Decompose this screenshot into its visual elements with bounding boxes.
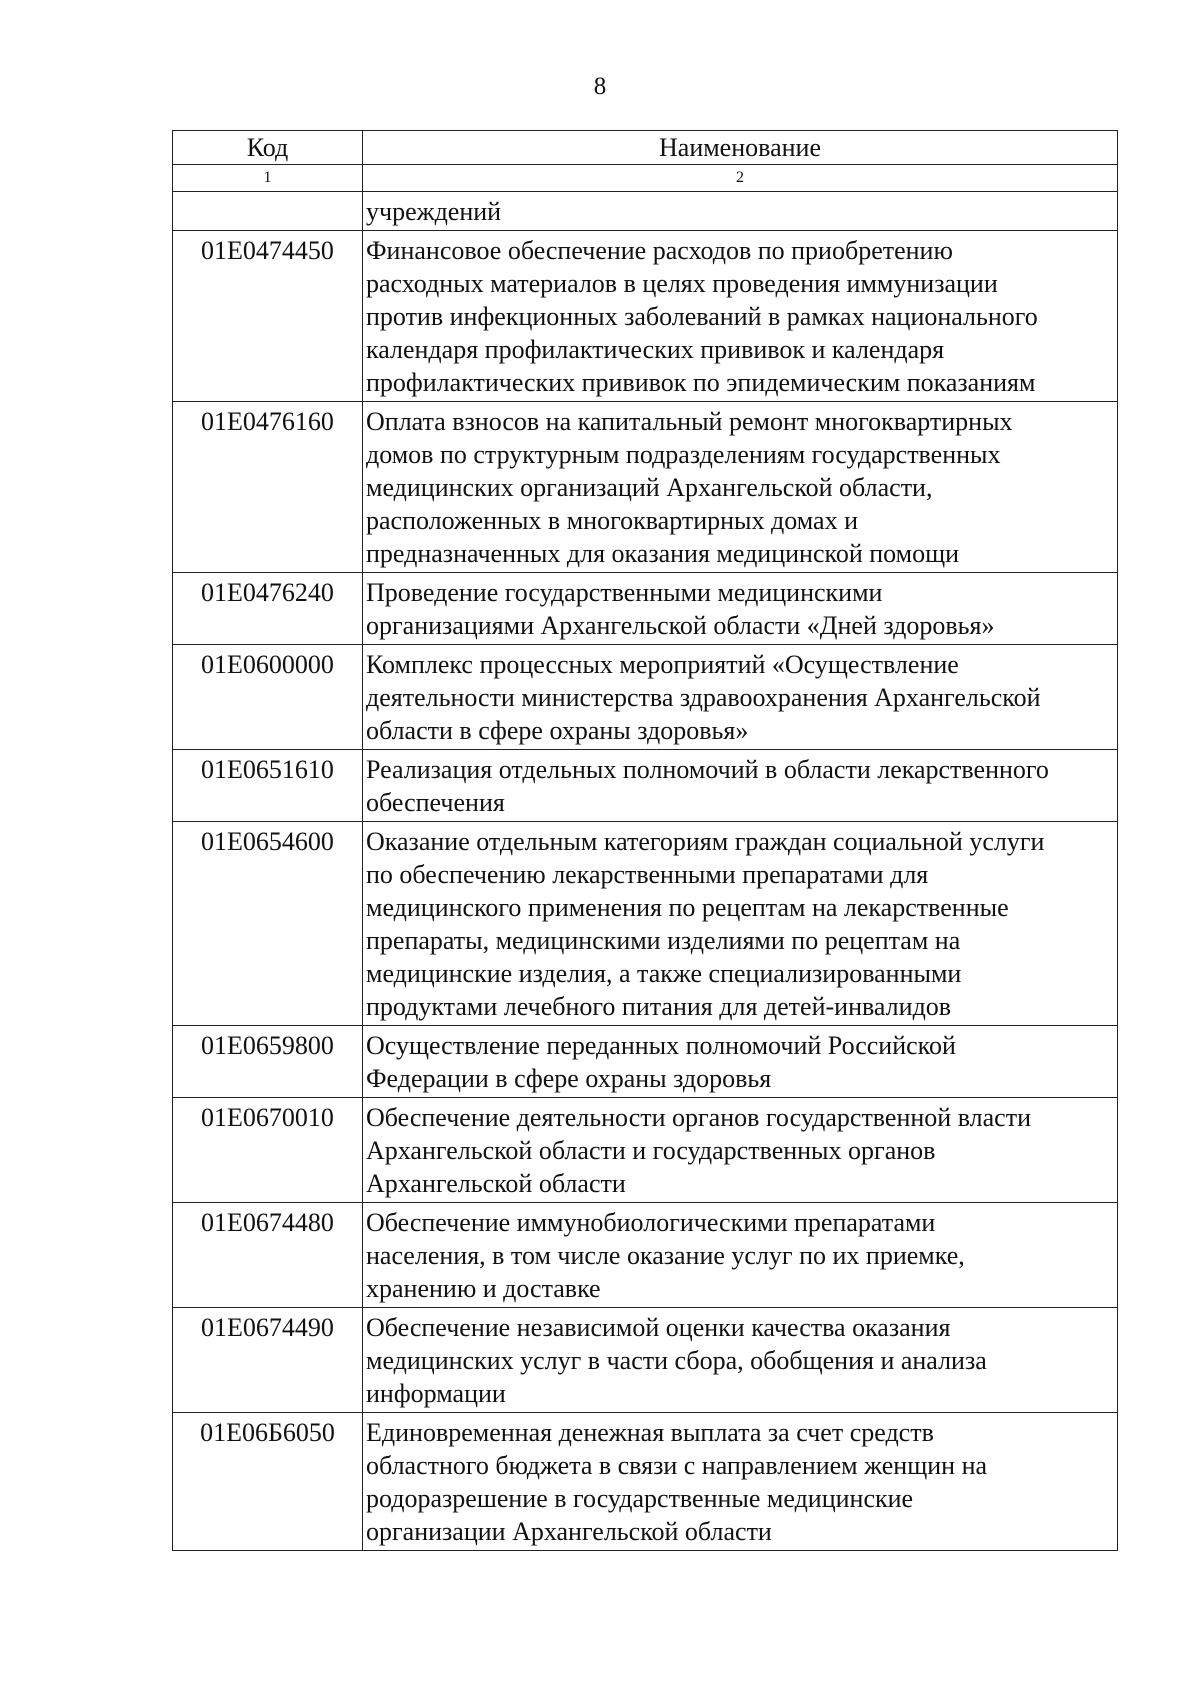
row-name: Проведение государственными медицинскими организациями Архангельской области «Дней здоровья» — [363, 573, 1118, 645]
table-row — [173, 402, 1118, 573]
row-code: 01Е0674490 — [173, 1308, 363, 1413]
column-number-row — [173, 165, 1118, 192]
table-row — [173, 1098, 1118, 1203]
row-code: 01Е0654600 — [173, 822, 363, 1026]
table-row — [173, 192, 1118, 231]
row-name: Оказание отдельным категориям граждан социальной услуги по обеспечению лекарственными препаратами для медицинского применения по рецептам на лекарственные препараты, медицинскими изделиями по рецептам на медицинские изделия, а также специализированными продуктами лечебного питания для детей-инвалидов — [363, 822, 1118, 1026]
row-name: Оплата взносов на капитальный ремонт многоквартирных домов по структурным подразделениям государственных медицинских организаций Архангельской области, расположенных в многоквартирных домах и предназначенных для оказания медицинской помощи — [363, 402, 1118, 573]
table-row — [173, 822, 1118, 1026]
page-number: 8 — [593, 73, 607, 100]
table-row — [173, 1413, 1118, 1551]
table-row — [173, 750, 1118, 822]
row-code: 01Е0600000 — [173, 645, 363, 750]
column-number-1: 1 — [173, 165, 363, 192]
row-name: Единовременная денежная выплата за счет средств областного бюджета в связи с направлением женщин на родоразрешение в государственные медицинские организации Архангельской области — [363, 1413, 1118, 1551]
table-body — [173, 165, 1118, 1551]
row-name: Обеспечение независимой оценки качества оказания медицинских услуг в части сбора, обобщения и анализа информации — [363, 1308, 1118, 1413]
row-name: Обеспечение деятельности органов государственной власти Архангельской области и государственных органов Архангельской области — [363, 1098, 1118, 1203]
table-row — [173, 1308, 1118, 1413]
row-code: 01Е0670010 — [173, 1098, 363, 1203]
row-name: Комплекс процессных мероприятий «Осуществление деятельности министерства здравоохранения Архангельской области в сфере охраны здоровья» — [363, 645, 1118, 750]
column-number-2: 2 — [363, 165, 1118, 192]
row-code: 01Е0476160 — [173, 402, 363, 573]
table-row — [173, 645, 1118, 750]
table-row — [173, 1026, 1118, 1098]
row-code: 01Е0474450 — [173, 231, 363, 402]
table-row — [173, 573, 1118, 645]
header-name: Наименование — [363, 131, 1118, 165]
row-code: 01Е06Б6050 — [173, 1413, 363, 1551]
table-row — [173, 1203, 1118, 1308]
row-code: 01Е0659800 — [173, 1026, 363, 1098]
row-code: 01Е0674480 — [173, 1203, 363, 1308]
row-name: Обеспечение иммунобиологическими препаратами населения, в том числе оказание услуг по их приемке, хранению и доставке — [363, 1203, 1118, 1308]
header-code: Код — [173, 131, 363, 165]
budget-classification-table — [172, 130, 1118, 1551]
row-name: Финансовое обеспечение расходов по приобретению расходных материалов в целях проведения иммунизации против инфекционных заболеваний в рамках национального календаря профилактических прививок и календаря профилактических прививок по эпидемическим показаниям — [363, 231, 1118, 402]
table-header-row — [173, 131, 1118, 165]
row-code: 01Е0651610 — [173, 750, 363, 822]
table-row — [173, 231, 1118, 402]
row-name: Реализация отдельных полномочий в области лекарственного обеспечения — [363, 750, 1118, 822]
row-code: 01Е0476240 — [173, 573, 363, 645]
row-code — [173, 192, 363, 231]
row-name: Осуществление переданных полномочий Российской Федерации в сфере охраны здоровья — [363, 1026, 1118, 1098]
row-name: учреждений — [363, 192, 1118, 231]
